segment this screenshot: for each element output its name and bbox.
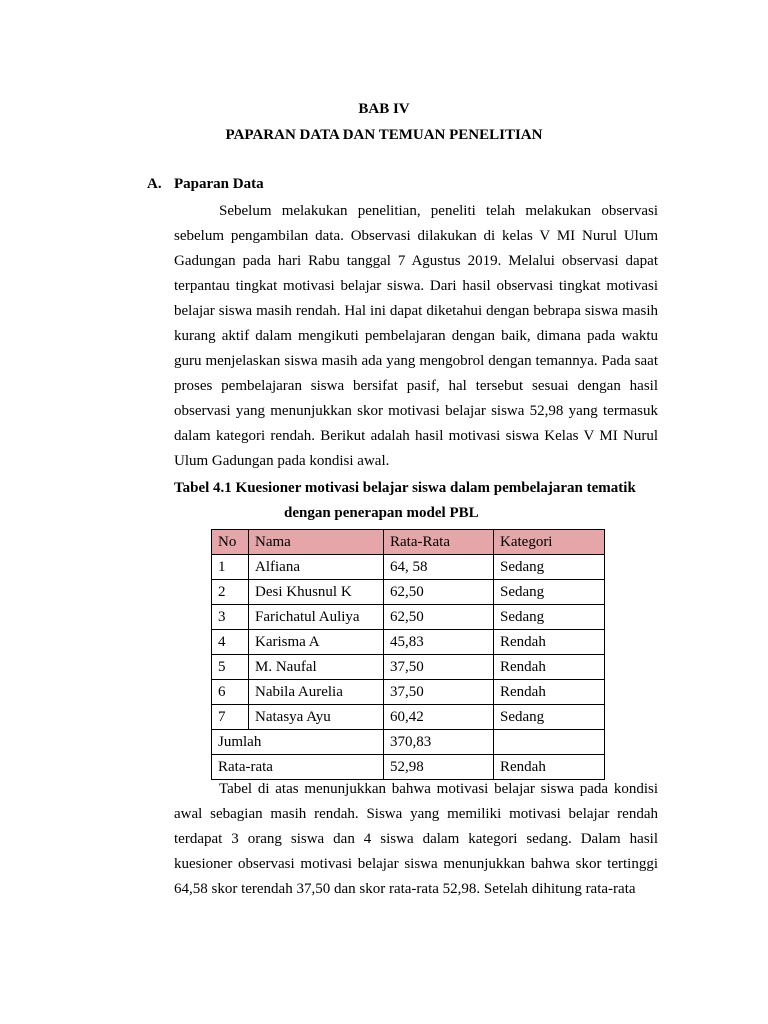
chapter-title: PAPARAN DATA DAN TEMUAN PENELITIAN <box>225 127 543 143</box>
cell-kategori: Rendah <box>494 655 605 680</box>
cell-rata-rata: 37,50 <box>384 680 494 705</box>
cell-no: 4 <box>212 630 249 655</box>
cell-rata-rata-kategori: Rendah <box>494 755 605 780</box>
cell-rata-rata: 64, 58 <box>384 555 494 580</box>
table-row-rata-rata <box>212 755 605 780</box>
cell-rata-rata-value: 52,98 <box>384 755 494 780</box>
cell-kategori: Sedang <box>494 555 605 580</box>
header-nama: Nama <box>249 530 384 555</box>
cell-jumlah-label: Jumlah <box>212 730 384 755</box>
cell-kategori: Sedang <box>494 705 605 730</box>
section-title: Paparan Data <box>174 176 264 192</box>
cell-rata-rata: 62,50 <box>384 580 494 605</box>
table-caption-line2: dengan penerapan model PBL <box>284 505 479 521</box>
table-header-row <box>212 530 605 555</box>
table-row <box>212 605 605 630</box>
cell-jumlah-value: 370,83 <box>384 730 494 755</box>
cell-nama: Farichatul Auliya <box>249 605 384 630</box>
cell-rata-rata: 45,83 <box>384 630 494 655</box>
table-row <box>212 580 605 605</box>
cell-no: 2 <box>212 580 249 605</box>
cell-kategori: Rendah <box>494 630 605 655</box>
header-rata-rata: Rata-Rata <box>384 530 494 555</box>
cell-nama: M. Naufal <box>249 655 384 680</box>
cell-rata-rata: 60,42 <box>384 705 494 730</box>
cell-nama: Karisma A <box>249 630 384 655</box>
cell-no: 7 <box>212 705 249 730</box>
table-row <box>212 555 605 580</box>
cell-kategori: Sedang <box>494 580 605 605</box>
table-row-jumlah <box>212 730 605 755</box>
cell-rata-rata: 62,50 <box>384 605 494 630</box>
paragraph-intro: Sebelum melakukan penelitian, peneliti telah melakukan observasi sebelum pengambilan data. Observasi dilakukan di kelas V MI Nurul Ulum Gadungan pada hari Rabu tanggal 7 Agustus 2019. Melalui observasi dapat terpantau tingkat motivasi belajar siswa. Dari hasil observasi tingkat motivasi belajar siswa masih rendah. Hal ini dapat diketahui dengan bebrapa siswa masih kurang aktif dalam mengikuti pembelajaran dengan baik, dimana pada waktu guru menjelaskan siswa masih ada yang mengobrol dengan temannya. Pada saat proses pembelajaran siswa bersifat pasif, hal tersebut sesuai dengan hasil observasi yang menunjukkan skor motivasi belajar siswa 52,98 yang termasuk dalam kategori rendah. Berikut adalah hasil motivasi siswa Kelas V MI Nurul Ulum Gadungan pada kondisi awal. <box>174 203 658 469</box>
motivation-table <box>211 529 605 780</box>
table-row <box>212 655 605 680</box>
cell-jumlah-kategori <box>494 730 605 755</box>
cell-no: 5 <box>212 655 249 680</box>
table-caption <box>174 476 658 526</box>
table-caption-line1: Tabel 4.1 Kuesioner motivasi belajar siswa dalam pembelajaran tematik <box>174 480 636 496</box>
paragraph-analysis: Tabel di atas menunjukkan bahwa motivasi belajar siswa pada kondisi awal sebagian masih rendah. Siswa yang memiliki motivasi belajar rendah terdapat 3 orang siswa dan 4 siswa dalam kategori sedang. Dalam hasil kuesioner observasi motivasi belajar siswa menunjukkan bahwa skor tertinggi 64,58 skor terendah 37,50 dan skor rata-rata 52,98. Setelah dihitung rata-rata <box>174 781 658 897</box>
table-row <box>212 680 605 705</box>
table-row <box>212 705 605 730</box>
cell-no: 3 <box>212 605 249 630</box>
table-row <box>212 630 605 655</box>
cell-nama: Alfiana <box>249 555 384 580</box>
cell-nama: Nabila Aurelia <box>249 680 384 705</box>
section-letter: A. <box>147 176 162 192</box>
section-heading <box>147 176 264 193</box>
cell-kategori: Rendah <box>494 680 605 705</box>
cell-nama: Desi Khusnul K <box>249 580 384 605</box>
cell-kategori: Sedang <box>494 605 605 630</box>
header-kategori: Kategori <box>494 530 605 555</box>
cell-no: 1 <box>212 555 249 580</box>
cell-rata-rata-label: Rata-rata <box>212 755 384 780</box>
cell-nama: Natasya Ayu <box>249 705 384 730</box>
cell-rata-rata: 37,50 <box>384 655 494 680</box>
header-no: No <box>212 530 249 555</box>
chapter-heading: BAB IV <box>358 101 410 117</box>
cell-no: 6 <box>212 680 249 705</box>
